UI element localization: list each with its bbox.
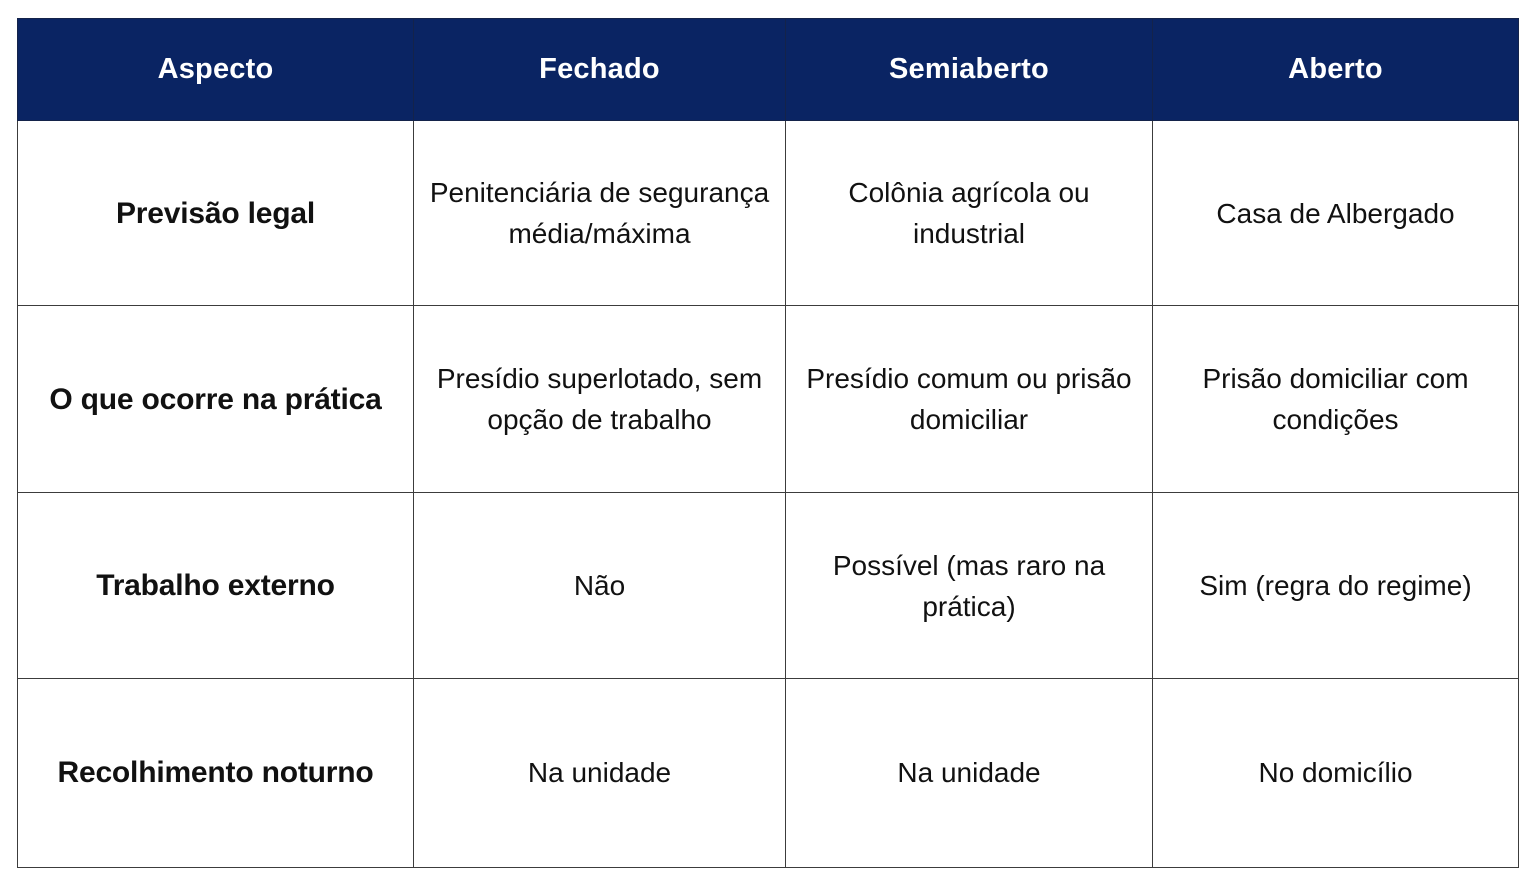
table-row <box>18 678 1519 867</box>
semiaberto-cell: Possível (mas raro na prática) <box>786 493 1153 678</box>
semiaberto-cell: Colônia agrícola ou industrial <box>786 121 1153 306</box>
aberto-cell: Casa de Albergado <box>1153 121 1519 306</box>
aspect-cell: O que ocorre na prática <box>18 306 414 493</box>
semiaberto-cell: Na unidade <box>786 678 1153 867</box>
header-row <box>18 19 1519 121</box>
aspect-cell: Previsão legal <box>18 121 414 306</box>
semiaberto-cell: Presídio comum ou prisão domiciliar <box>786 306 1153 493</box>
fechado-cell: Na unidade <box>414 678 786 867</box>
header-semiaberto: Semiaberto <box>786 19 1153 121</box>
header-aberto: Aberto <box>1153 19 1519 121</box>
table-row <box>18 306 1519 493</box>
fechado-cell: Presídio superlotado, sem opção de trabalho <box>414 306 786 493</box>
aberto-cell: Prisão domiciliar com condições <box>1153 306 1519 493</box>
table-row <box>18 121 1519 306</box>
table-body <box>18 121 1519 868</box>
aspect-cell: Trabalho externo <box>18 493 414 678</box>
header-aspecto: Aspecto <box>18 19 414 121</box>
comparison-table <box>17 18 1519 868</box>
table-header <box>18 19 1519 121</box>
header-fechado: Fechado <box>414 19 786 121</box>
fechado-cell: Não <box>414 493 786 678</box>
fechado-cell: Penitenciária de segurança média/máxima <box>414 121 786 306</box>
aberto-cell: No domicílio <box>1153 678 1519 867</box>
aberto-cell: Sim (regra do regime) <box>1153 493 1519 678</box>
table-row <box>18 493 1519 678</box>
aspect-cell: Recolhimento noturno <box>18 678 414 867</box>
